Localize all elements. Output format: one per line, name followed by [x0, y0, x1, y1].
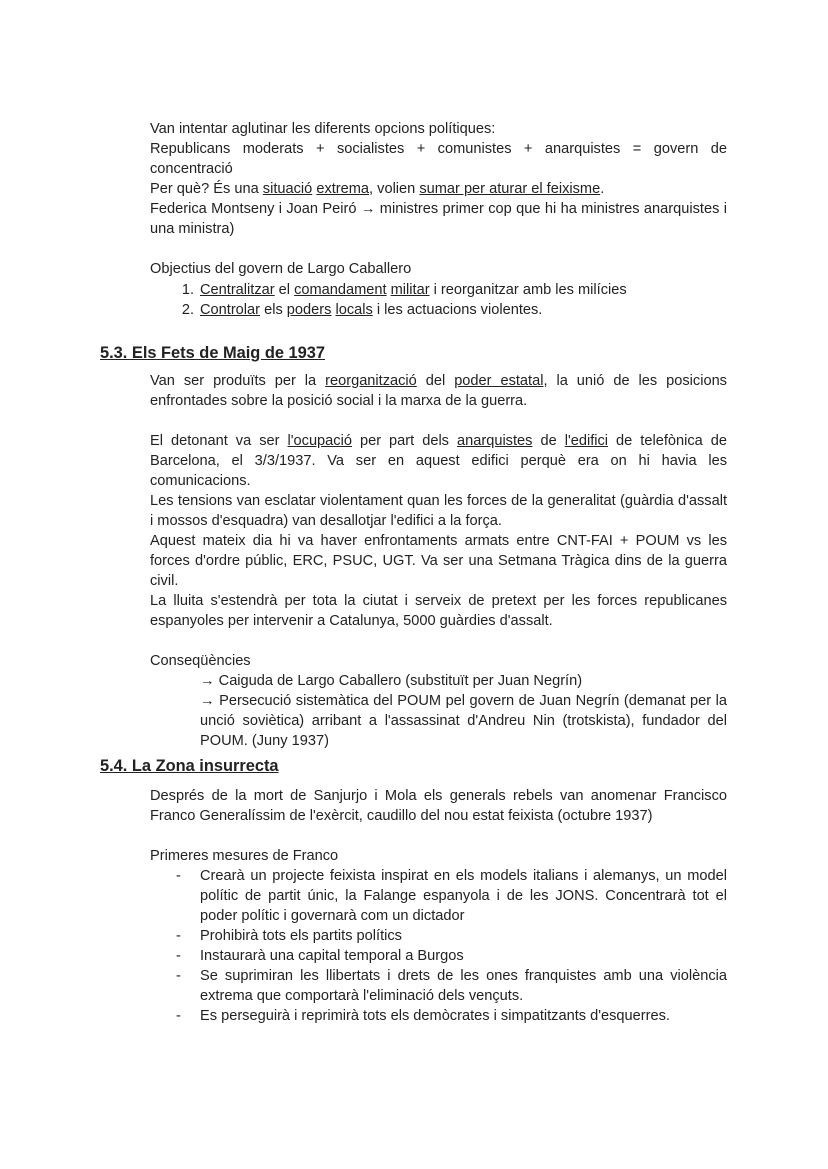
list-text: Instaurarà una capital temporal a Burgos — [200, 948, 464, 964]
list-text: Es perseguirà i reprimirà tots els demòcrates i simpatitzants d'esquerres. — [200, 1008, 670, 1024]
text-span: . — [600, 181, 605, 197]
underlined-term: sumar per aturar el feixisme — [419, 181, 601, 197]
underlined-term: anarquistes — [457, 433, 533, 449]
objectives-title: Objectius del govern de Largo Caballero — [150, 261, 412, 277]
list-number: 2. — [181, 302, 194, 318]
underlined-term: poder estatal — [454, 373, 544, 389]
list-item — [150, 280, 727, 300]
text-span: els — [260, 302, 287, 318]
paragraph: Després de la mort de Sanjurjo i Mola els generals rebels van anomenar Francisco Franco Generalíssim de l'exèrcit, caudillo del nou estat feixista (octubre 1937) — [150, 788, 727, 824]
intro-why — [150, 179, 727, 199]
consequences-title: Conseqüències — [150, 653, 251, 669]
objectives-list — [150, 280, 727, 320]
text-span: Per què? És una — [150, 181, 263, 197]
text-span: del — [416, 373, 455, 389]
underlined-term: poders — [286, 302, 332, 318]
consequence-item: → Persecució sistemàtica del POUM pel govern de Juan Negrín (demanat per la unció soviètica) arribant a l'assassinat d'Andreu Nin (trotskista), fundador del POUM. (Juny 1937) — [200, 693, 727, 749]
dash-bullet: - — [176, 948, 181, 964]
underlined-term: extrema — [316, 181, 370, 197]
intro-line-1: Van intentar aglutinar les diferents opcions polítiques: — [150, 121, 496, 137]
list-text — [200, 280, 627, 300]
text-span: de telefònica de Barcelona, el 3/3/1937. Va ser en aquest edifici perquè era on hi havia les comunicacions. — [150, 433, 728, 489]
underlined-term: l'ocupació — [287, 433, 352, 449]
list-text — [200, 300, 542, 320]
underlined-term: locals — [335, 302, 373, 318]
list-item — [150, 946, 727, 966]
text-span: , la unió de les posicions enfrontades sobre la posició social i la marxa de la guerra. — [150, 373, 727, 409]
paragraph: La lluita s'estendrà per tota la ciutat i serveix de pretext per les forces republicanes espanyoles per intervenir a Catalunya, 5000 guàrdies d'assalt. — [150, 593, 727, 629]
underlined-term: l'edifici — [564, 433, 609, 449]
dash-bullet: - — [176, 1008, 181, 1024]
text-span: el — [274, 282, 295, 298]
dash-bullet: - — [176, 868, 181, 884]
underlined-term: Centralitzar — [200, 282, 275, 298]
dash-bullet: - — [176, 928, 181, 944]
text-span: per part dels — [351, 433, 457, 449]
paragraph — [150, 371, 727, 411]
paragraph: Aquest mateix dia hi va haver enfrontaments armats entre CNT-FAI + POUM vs les forces d'ordre públic, ERC, PSUC, UGT. Va ser una Setmana Tràgica dins de la guerra civil. — [150, 533, 727, 589]
measures-list — [150, 866, 727, 1026]
intro-block — [150, 119, 727, 279]
underlined-term: militar — [390, 282, 430, 298]
underlined-term: Controlar — [200, 302, 261, 318]
paragraph — [150, 431, 727, 491]
list-item — [150, 866, 727, 926]
text-span: Van ser produïts per la — [150, 373, 326, 389]
section-5-3-body — [150, 371, 727, 751]
list-text: Prohibirà tots els partits polítics — [200, 928, 402, 944]
list-text: Crearà un projecte feixista inspirat en els models italians i alemanys, un model polític de partit únic, la Falange espanyola i de les JONS. Concentrarà tot el poder polític i governarà com un dictador — [200, 868, 727, 924]
underlined-term: comandament — [294, 282, 387, 298]
list-item — [150, 926, 727, 946]
text-span: El detonant va ser — [150, 433, 288, 449]
text-span: de — [532, 433, 565, 449]
underlined-term: reorganització — [325, 373, 417, 389]
paragraph: Les tensions van esclatar violentament quan les forces de la generalitat (guàrdia d'assalt i mossos d'esquadra) van desallotjar l'edifici a la força. — [150, 493, 727, 529]
dash-bullet: - — [176, 968, 181, 984]
list-item — [150, 300, 727, 320]
underlined-term: situació — [262, 181, 313, 197]
text-span: i les actuacions violentes. — [372, 302, 543, 318]
list-item — [150, 966, 727, 1006]
intro-line-2: Republicans moderats + socialistes + comunistes + anarquistes = govern de concentració — [150, 141, 727, 177]
text-span: , volien — [369, 181, 420, 197]
measures-title: Primeres mesures de Franco — [150, 848, 339, 864]
section-heading-5-3: 5.3. Els Fets de Maig de 1937 — [100, 344, 326, 362]
intro-ministers: Federica Montseny i Joan Peiró → ministres primer cop que hi ha ministres anarquistes i una ministra) — [150, 201, 727, 237]
list-text: Se suprimiran les llibertats i drets de les ones franquistes amb una violència extrema que comportarà l'eliminació dels vençuts. — [200, 968, 727, 1004]
list-item — [150, 1006, 727, 1026]
consequence-item: → Caiguda de Largo Caballero (substituït per Juan Negrín) — [200, 673, 583, 689]
list-number: 1. — [181, 282, 194, 298]
text-span: i reorganitzar amb les milícies — [429, 282, 627, 298]
section-5-4-body — [150, 786, 727, 1026]
section-heading-5-4: 5.4. La Zona insurrecta — [100, 757, 279, 775]
